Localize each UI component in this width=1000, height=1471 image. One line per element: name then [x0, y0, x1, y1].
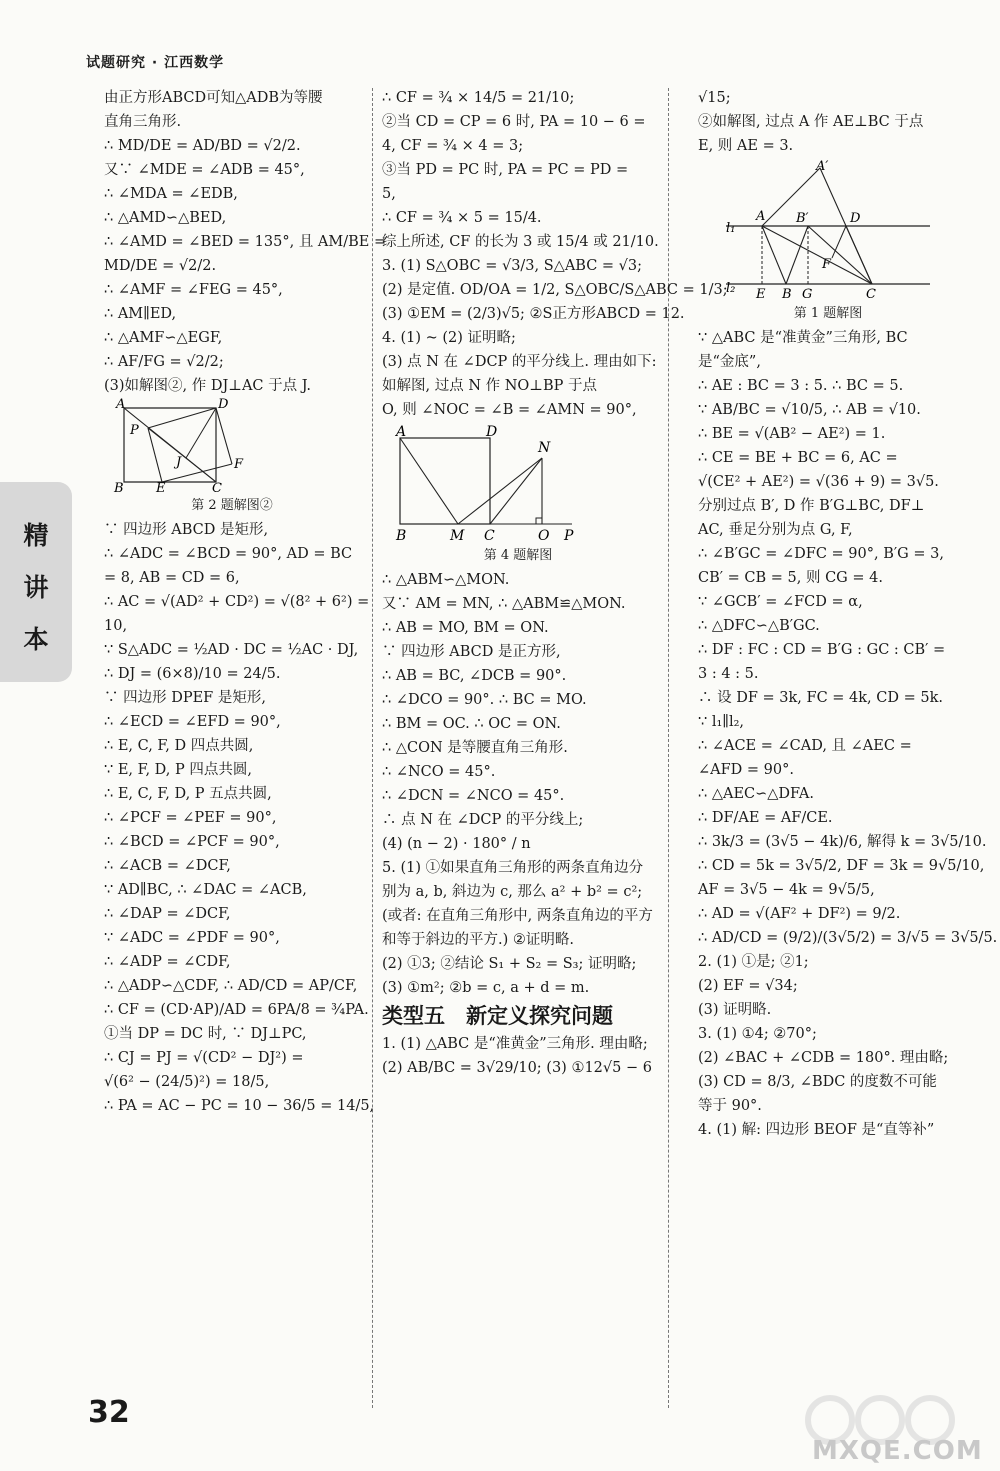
- figure-square-with-point-n: [382, 424, 582, 542]
- answer-line: ∴ ∠DCO = 90°. ∴ BC = MO.: [382, 692, 587, 708]
- answer-line: 又∵ ∠MDE = ∠ADB = 45°,: [104, 162, 305, 178]
- answer-line: ∴ △ADP∽△CDF, ∴ AD/CD = AP/CF,: [104, 978, 358, 994]
- fig-label: C: [484, 528, 495, 544]
- side-tab: [0, 482, 72, 682]
- answer-line: ∵ l₁∥l₂,: [698, 714, 745, 730]
- answer-line: ∴ AM∥ED,: [104, 306, 177, 322]
- answer-column-3: [698, 86, 998, 1142]
- answer-line: ∵ S△ADC = ½AD · DC = ½AC · DJ,: [104, 642, 359, 658]
- answer-line: MD/DE = √2/2.: [104, 258, 217, 274]
- running-header: 试题研究 · 江西数学: [86, 55, 225, 71]
- answer-line: ∵ E, F, D, P 四点共圆,: [104, 762, 252, 778]
- answer-line: ∴ AD/CD = (9/2)/(3√5/2) = 3/√5 = 3√5/5.: [698, 930, 998, 946]
- answer-line: (3) ①m²; ②b = c, a + d = m.: [382, 980, 590, 996]
- answer-line: ∴ DJ = (6×8)/10 = 24/5.: [104, 666, 281, 682]
- answer-line: ∵ △ABC 是“准黄金”三角形, BC: [698, 330, 908, 346]
- fig-label: P: [130, 423, 139, 438]
- answer-line: ∴ DF/AE = AF/CE.: [698, 810, 833, 826]
- fig-label: A′: [816, 159, 829, 174]
- answer-line: (3) 证明略.: [698, 1002, 772, 1018]
- fig-label: D: [218, 397, 229, 412]
- fig-label: C: [212, 481, 222, 496]
- fig-label: J: [176, 455, 182, 470]
- figure-container: [698, 160, 958, 300]
- answer-line: ∵ 四边形 ABCD 是正方形,: [382, 644, 561, 660]
- answer-line: ∴ AE : BC = 3 : 5. ∴ BC = 5.: [698, 378, 904, 394]
- side-tab-char-1: 精: [23, 521, 49, 550]
- answer-line: ∴ △AMF∽△EGF,: [104, 330, 223, 346]
- fig-label: B: [114, 481, 124, 496]
- answer-line: ∴ △ABM∽△MON.: [382, 572, 510, 588]
- answer-line: ∴ E, C, F, D 四点共圆,: [104, 738, 254, 754]
- fig-label: N: [538, 440, 551, 456]
- answer-line: ∵ ∠ADC = ∠PDF = 90°,: [104, 930, 280, 946]
- answer-line: 4. (1) ~ (2) 证明略;: [382, 330, 516, 346]
- answer-line: 如解图, 过点 N 作 NO⊥BP 于点: [382, 378, 597, 394]
- section-heading: 类型五 新定义探究问题: [382, 1004, 613, 1028]
- answer-line: ∴ 点 N 在 ∠DCP 的平分线上;: [382, 812, 584, 828]
- answer-line: √15;: [698, 90, 731, 106]
- figure-container: [382, 424, 654, 542]
- answer-line: ∴ ∠ACE = ∠CAD, 且 ∠AEC =: [698, 738, 912, 754]
- answer-line: ∵ 四边形 DPEF 是矩形,: [104, 690, 266, 706]
- answer-line: ∴ △AMD∽△BED,: [104, 210, 227, 226]
- answer-line: ∴ ∠B′GC = ∠DFC = 90°, B′G = 3,: [698, 546, 944, 562]
- answer-column-1: [104, 86, 387, 1118]
- answer-line: 综上所述, CF 的长为 3 或 15/4 或 21/10.: [382, 234, 659, 250]
- fig-label: A: [116, 397, 126, 412]
- answer-line: CB′ = CB = 5, 则 CG = 4.: [698, 570, 883, 586]
- answer-line: ∴ BE = √(AB² − AE²) = 1.: [698, 426, 886, 442]
- answer-line: ∵ AD∥BC, ∴ ∠DAC = ∠ACB,: [104, 882, 307, 898]
- fig-label: B: [396, 528, 407, 544]
- answer-line: ②当 CD = CP = 6 时, PA = 10 − 6 =: [382, 114, 646, 130]
- figure-caption: 第 4 题解图: [483, 548, 553, 563]
- answer-line: (4) (n − 2) · 180° / n: [382, 836, 531, 852]
- answer-line: ∴ CF = (CD·AP)/AD = 6PA/8 = ¾PA.: [104, 1002, 369, 1018]
- answer-line: ∴ BM = OC. ∴ OC = ON.: [382, 716, 561, 732]
- fig-label: G: [802, 287, 813, 302]
- answer-line: ∴ ∠BCD = ∠PCF = 90°,: [104, 834, 280, 850]
- answer-line: ∴ ∠MDA = ∠EDB,: [104, 186, 238, 202]
- answer-line: (2) EF = √34;: [698, 978, 798, 994]
- answer-line: 由正方形ABCD可知△ADB为等腰: [104, 90, 323, 106]
- watermark-text: MXQE.COM: [812, 1436, 983, 1466]
- answer-line: ∴ ∠ACB = ∠DCF,: [104, 858, 231, 874]
- answer-line: (2) ①3; ②结论 S₁ + S₂ = S₃; 证明略;: [382, 956, 637, 972]
- answer-line: (2) ∠BAC + ∠CDB = 180°. 理由略;: [698, 1050, 949, 1066]
- answer-line: ∵ 四边形 ABCD 是矩形,: [104, 522, 269, 538]
- answer-line: ∠AFD = 90°.: [698, 762, 794, 778]
- figure-caption: 第 1 题解图: [793, 306, 863, 321]
- answer-line: 4. (1) 解: 四边形 BEOF 是“直等补”: [698, 1122, 935, 1138]
- answer-line: ∴ 设 DF = 3k, FC = 4k, CD = 5k.: [698, 690, 943, 706]
- fig-label: F: [234, 457, 244, 472]
- answer-line: ∴ ∠AMD = ∠BED = 135°, 且 AM/BE =: [104, 234, 387, 250]
- fig-label: A: [396, 424, 407, 440]
- figure-parallel-lines: [698, 160, 938, 300]
- answer-line: ∴ △CON 是等腰直角三角形.: [382, 740, 568, 756]
- fig-label: l₁: [726, 221, 736, 236]
- answer-line: ∴ CF = ¾ × 14/5 = 21/10;: [382, 90, 575, 106]
- side-tab-char-2: 讲: [23, 573, 49, 602]
- answer-line: (3) 点 N 在 ∠DCP 的平分线上. 理由如下:: [382, 354, 657, 370]
- answer-line: ∴ CE = BE + BC = 6, AC =: [698, 450, 898, 466]
- answer-line: ∴ AB = MO, BM = ON.: [382, 620, 549, 636]
- answer-line: E, 则 AE = 3.: [698, 138, 794, 154]
- answer-line: ∴ △AEC∽△DFA.: [698, 786, 814, 802]
- answer-line: 等于 90°.: [698, 1098, 762, 1114]
- answer-line: ∴ ∠PCF = ∠PEF = 90°,: [104, 810, 277, 826]
- answer-line: 又∵ AM = MN, ∴ △ABM≌△MON.: [382, 596, 626, 612]
- answer-line: ②如解图, 过点 A 作 AE⊥BC 于点: [698, 114, 924, 130]
- answer-line: ③当 PD = PC 时, PA = PC = PD =: [382, 162, 629, 178]
- fig-label: F: [822, 257, 832, 272]
- answer-line: (2) 是定值. OD/OA = 1/2, S△OBC/S△ABC = 1/3;: [382, 282, 728, 298]
- answer-line: (3) CD = 8/3, ∠BDC 的度数不可能: [698, 1074, 937, 1090]
- answer-line: ∴ ∠NCO = 45°.: [382, 764, 496, 780]
- answer-line: ∴ △DFC∽△B′GC.: [698, 618, 820, 634]
- fig-label: M: [450, 528, 465, 544]
- fig-label: D: [486, 424, 498, 440]
- answer-line: ∴ ∠DCN = ∠NCO = 45°.: [382, 788, 565, 804]
- answer-line: ∴ AD = √(AF² + DF²) = 9/2.: [698, 906, 901, 922]
- fig-label: B: [782, 287, 792, 302]
- answer-line: ∴ ∠ADP = ∠CDF,: [104, 954, 231, 970]
- answer-line: 3. (1) S△OBC = √3/3, S△ABC = √3;: [382, 258, 643, 274]
- answer-line: √(CE² + AE²) = √(36 + 9) = 3√5.: [698, 474, 939, 490]
- answer-line: ∴ AC = √(AD² + CD²) = √(8² + 6²) =: [104, 594, 370, 610]
- answer-line: 1. (1) △ABC 是“准黄金”三角形. 理由略;: [382, 1036, 648, 1052]
- answer-line: (2) AB/BC = 3√29/10; (3) ①12√5 − 6: [382, 1060, 652, 1076]
- figure-caption: 第 2 题解图②: [191, 498, 273, 513]
- answer-line: 直角三角形.: [104, 114, 182, 130]
- answer-line: 10,: [104, 618, 128, 634]
- answer-line: ∵ ∠GCB′ = ∠FCD = α,: [698, 594, 863, 610]
- fig-label: l₂: [726, 281, 736, 296]
- fig-label: C: [866, 287, 876, 302]
- answer-line: ①当 DP = DC 时, ∵ DJ⊥PC,: [104, 1026, 307, 1042]
- answer-line: ∴ ∠DAP = ∠DCF,: [104, 906, 231, 922]
- answer-line: (3)如解图②, 作 DJ⊥AC 于点 J.: [104, 378, 312, 394]
- answer-line: ∴ DF : FC : CD = B′G : GC : CB′ = 3 : 4 : 5.: [698, 642, 946, 682]
- fig-label: P: [564, 528, 574, 544]
- answer-line: 分别过点 B′, D 作 B′G⊥BC, DF⊥: [698, 498, 925, 514]
- answer-line: ∵ AB/BC = √10/5, ∴ AB = √10.: [698, 402, 921, 418]
- fig-label: E: [756, 287, 766, 302]
- answer-line: ∴ 3k/3 = (3√5 − 4k)/6, 解得 k = 3√5/10.: [698, 834, 987, 850]
- answer-line: ∴ ∠AMF = ∠FEG = 45°,: [104, 282, 283, 298]
- answer-line: ∴ CD = 5k = 3√5/2, DF = 3k = 9√5/10,: [698, 858, 985, 874]
- column-divider-1: [372, 88, 373, 1408]
- answer-line: ∴ CF = ¾ × 5 = 15/4.: [382, 210, 542, 226]
- answer-line: ∴ CJ = PJ = √(CD² − DJ²) =: [104, 1050, 304, 1066]
- answer-line: AF = 3√5 − 4k = 9√5/5,: [698, 882, 875, 898]
- answer-line: 4, CF = ¾ × 4 = 3;: [382, 138, 524, 154]
- answer-line: 5. (1) ①如果直角三角形的两条直角边分别为 a, b, 斜边为 c, 那么 a² + b² = c²; (或者: 在直角三角形中, 两条直角边的平方和等于斜边的平方.) ②证明略.: [382, 860, 653, 948]
- answer-line: = 8, AB = CD = 6,: [104, 570, 240, 586]
- fig-label: A: [756, 209, 766, 224]
- fig-label: B′: [796, 211, 809, 226]
- fig-label: O: [538, 528, 550, 544]
- answer-line: ∴ ∠ECD = ∠EFD = 90°,: [104, 714, 281, 730]
- answer-line: (3) ①EM = (2/3)√5; ②S正方形ABCD = 12.: [382, 306, 685, 322]
- side-tab-char-3: 本: [23, 625, 49, 654]
- figure-container: [104, 397, 360, 496]
- answer-line: ∴ MD/DE = AD/BD = √2/2.: [104, 138, 301, 154]
- answer-line: ∴ AB = BC, ∠DCB = 90°.: [382, 668, 567, 684]
- answer-line: ∴ PA = AC − PC = 10 − 36/5 = 14/5,: [104, 1098, 375, 1114]
- answer-line: 2. (1) ①是; ②1;: [698, 954, 809, 970]
- answer-line: 是“金底”,: [698, 354, 761, 370]
- answer-line: √(6² − (24/5)²) = 18/5,: [104, 1074, 270, 1090]
- answer-line: ∴ AF/FG = √2/2;: [104, 354, 224, 370]
- fig-label: E: [156, 481, 166, 496]
- answer-line: 5,: [382, 186, 396, 202]
- answer-line: O, 则 ∠NOC = ∠B = ∠AMN = 90°,: [382, 402, 637, 418]
- fig-label: D: [850, 211, 861, 226]
- answer-line: 3. (1) ①4; ②70°;: [698, 1026, 817, 1042]
- answer-line: ∴ E, C, F, D, P 五点共圆,: [104, 786, 272, 802]
- figure-rectangle-abcd: [104, 397, 254, 496]
- answer-line: AC, 垂足分别为点 G, F,: [698, 522, 853, 538]
- answer-line: ∴ ∠ADC = ∠BCD = 90°, AD = BC: [104, 546, 353, 562]
- page-number: 32: [88, 1395, 130, 1430]
